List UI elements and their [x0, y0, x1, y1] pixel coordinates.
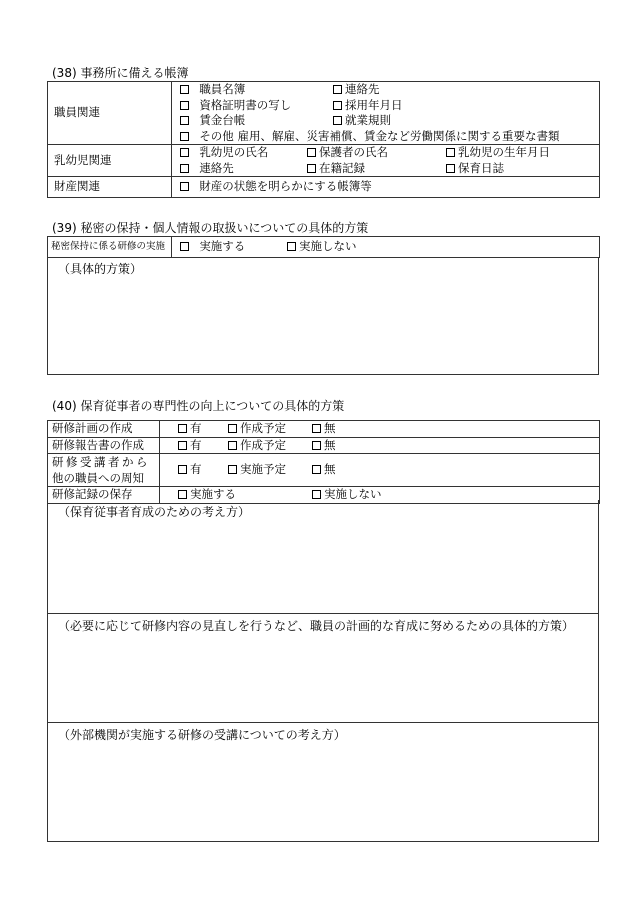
- checkbox[interactable]: [312, 490, 321, 499]
- checkbox[interactable]: [180, 164, 189, 173]
- asset-row: [48, 177, 600, 198]
- child-item: 在籍記録: [319, 160, 365, 175]
- checkbox[interactable]: [307, 164, 316, 173]
- checkbox[interactable]: [180, 85, 189, 94]
- checkbox[interactable]: [180, 182, 189, 191]
- checkbox[interactable]: [446, 164, 455, 173]
- asset-label: 財産関連: [48, 177, 172, 198]
- child-item: 乳幼児の生年月日: [458, 145, 550, 159]
- checkbox[interactable]: [178, 490, 187, 499]
- option: 有: [190, 462, 202, 476]
- checkbox[interactable]: [180, 132, 189, 141]
- option: 無: [324, 421, 336, 435]
- training-review-box[interactable]: [47, 613, 599, 723]
- child-item: 保育日誌: [458, 160, 504, 175]
- ledger-table: [47, 81, 600, 198]
- staff-label: 職員関連: [48, 82, 172, 145]
- training-table: [47, 420, 600, 504]
- checkbox[interactable]: [180, 116, 189, 125]
- checkbox[interactable]: [228, 424, 237, 433]
- external-training-label: （外部機関が実施する研修の受講についての考え方）: [58, 728, 346, 742]
- staff-row: [48, 82, 600, 145]
- checkbox[interactable]: [180, 242, 189, 251]
- training-label: 秘密保持に係る研修の実施: [48, 237, 172, 258]
- checkbox[interactable]: [312, 465, 321, 474]
- checkbox[interactable]: [178, 465, 187, 474]
- option: 作成予定: [240, 421, 286, 435]
- option: 実施する: [190, 487, 236, 501]
- checkbox[interactable]: [228, 465, 237, 474]
- option-not-implement: 実施しない: [298, 239, 357, 254]
- staff-item: 賃金台帳: [199, 113, 246, 127]
- measures-label: （具体的方策）: [58, 262, 143, 276]
- row-label: 研修記録の保存: [48, 487, 160, 504]
- row-label: 研修受講者から: [52, 455, 150, 469]
- checkbox[interactable]: [228, 441, 237, 450]
- option: 無: [324, 462, 336, 476]
- row-label: 他の職員への周知: [52, 471, 144, 485]
- measures-box[interactable]: [47, 257, 599, 375]
- asset-item: 財産の状態を明らかにする帳簿等: [199, 179, 372, 194]
- staff-development-label: （保育従事者育成のための考え方）: [58, 505, 251, 519]
- child-item: 連絡先: [199, 160, 234, 175]
- checkbox[interactable]: [287, 242, 296, 251]
- child-row: [48, 145, 600, 177]
- child-item: 保護者の氏名: [319, 145, 388, 159]
- staff-item: 職員名簿: [199, 82, 246, 96]
- option: 有: [190, 421, 202, 435]
- checkbox[interactable]: [178, 424, 187, 433]
- checkbox[interactable]: [333, 116, 342, 125]
- option: 無: [324, 437, 336, 452]
- checkbox[interactable]: [333, 85, 342, 94]
- table-row: [48, 421, 600, 438]
- option: 有: [190, 437, 202, 452]
- staff-development-box[interactable]: [47, 500, 599, 614]
- checkbox[interactable]: [333, 101, 342, 110]
- child-item: 乳幼児の氏名: [199, 145, 269, 159]
- table-row: [48, 437, 600, 454]
- checkbox[interactable]: [307, 148, 316, 157]
- option: 実施予定: [240, 462, 286, 476]
- option: 作成予定: [240, 437, 286, 452]
- external-training-box[interactable]: [47, 722, 599, 842]
- training-review-label: （必要に応じて研修内容の見直しを行うなど、職員の計画的な育成に努めるための具体的方策）: [58, 619, 575, 633]
- child-label: 乳幼児関連: [48, 145, 172, 177]
- checkbox[interactable]: [312, 441, 321, 450]
- staff-item: 採用年月日: [345, 97, 403, 112]
- staff-item: 資格証明書の写し: [199, 97, 292, 112]
- table-row: [48, 454, 600, 487]
- option-implement: 実施する: [199, 239, 246, 254]
- staff-item: 就業規則: [345, 113, 391, 127]
- checkbox[interactable]: [178, 441, 187, 450]
- row-label: 研修報告書の作成: [48, 437, 160, 454]
- staff-item: 連絡先: [345, 82, 380, 96]
- checkbox[interactable]: [180, 148, 189, 157]
- confidentiality-table: [47, 236, 600, 258]
- checkbox[interactable]: [180, 101, 189, 110]
- checkbox[interactable]: [446, 148, 455, 157]
- section-39-title: (39) 秘密の保持・個人情報の取扱いについての具体的方策: [52, 221, 369, 235]
- staff-other: その他 雇用、解雇、災害補償、賃金など労働関係に関する重要な書類: [199, 128, 560, 143]
- row-label: 研修計画の作成: [48, 421, 160, 438]
- section-38-title: (38) 事務所に備える帳簿: [52, 66, 189, 80]
- section-40-title: (40) 保育従事者の専門性の向上についての具体的方策: [52, 399, 345, 413]
- option: 実施しない: [324, 487, 382, 501]
- checkbox[interactable]: [312, 424, 321, 433]
